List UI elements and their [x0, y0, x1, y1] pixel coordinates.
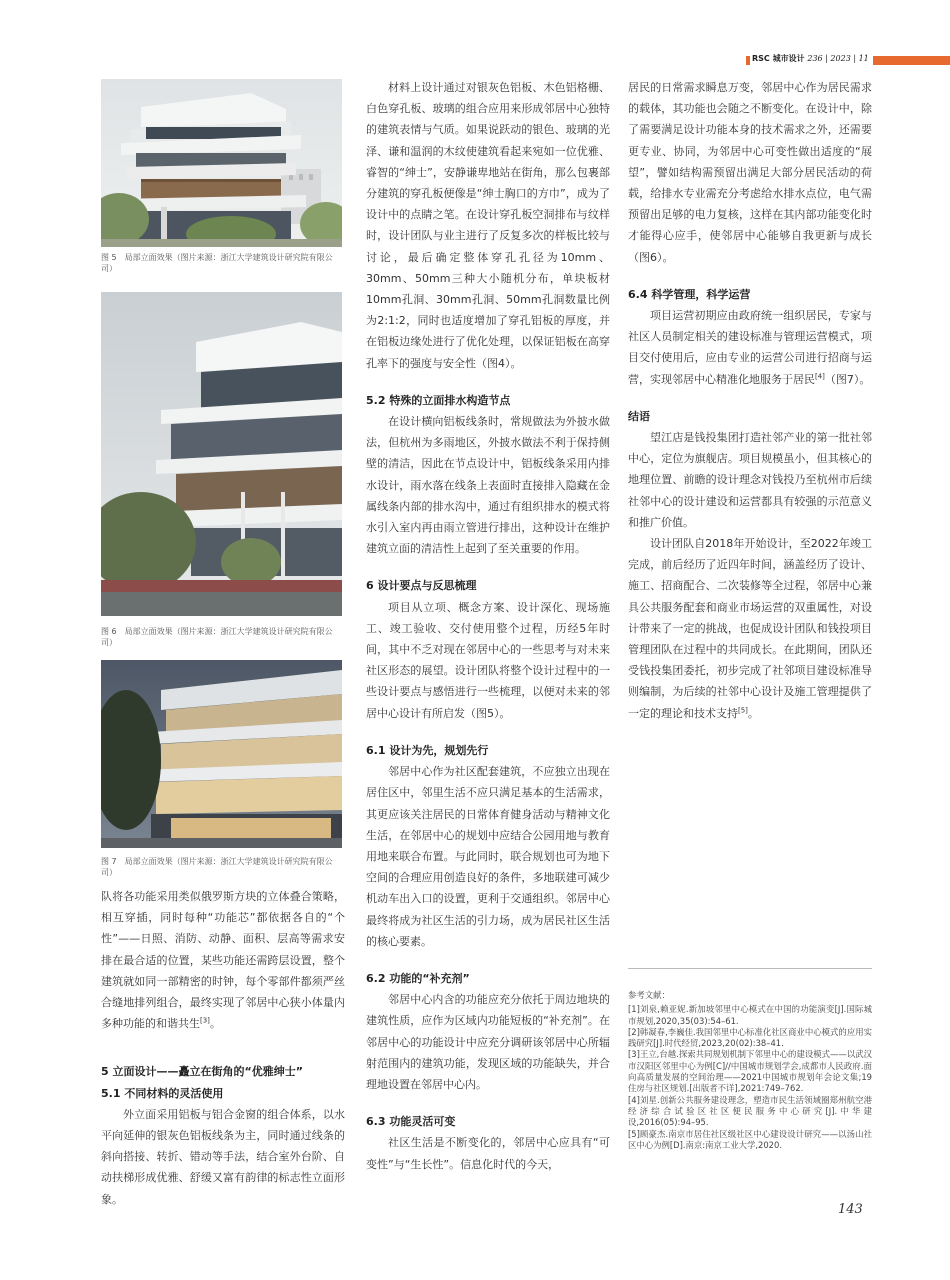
issue-number: 236 | 2023 | 11: [807, 54, 869, 63]
column-middle: [366, 77, 610, 1175]
paragraph-text: 设计团队自2018年开始设计，至2022年竣工完成，前后经历了近四年时间，涵盖经历了设计、施工、招商配合、二次装修等全过程，邻居中心兼具公共服务配套和商业市场运营的双重属性，对设计带来了一定的挑战，也促成设计团队和钱投项目管理团队在过程中的共同成长。在此期间，团队还受钱投集团委托，初步完成了社邻项目建设标准导则编制，为后续的社邻中心设计及施工管理提供了一定的理论和技术支持: [628, 537, 872, 720]
reference-item: [5]顾豪杰.南京市居住社区级社区中心建设设计研究——以汤山社区中心为例[D].南京:南京工业大学,2020.: [628, 1128, 872, 1150]
section-6-3-heading: 6.3 功能灵活可变: [366, 1115, 456, 1129]
paragraph: [628, 533, 872, 724]
paragraph-text: 项目运营初期应由政府统一组织居民，专家与社区人员制定相关的建设标准与管理运营模式，项目交付使用后，应由专业的运营公司进行招商与运营，实现邻居中心精准化地服务于居民: [628, 309, 872, 386]
reference-item: [1]刘泉,赖亚妮.新加坡邻里中心模式在中国的功能演变[J].国际城市规划,2020,35(03):54–61.: [628, 1004, 872, 1026]
section-5-2-heading: 5.2 特殊的立面排水构造节点: [366, 393, 511, 407]
reference-item: [2]韩凝春,李巍佳.我国邻里中心标准化社区商业中心模式的应用实践研究[J].时代经贸,2023,20(02):38–41.: [628, 1026, 872, 1049]
journal-name: RSC 城市设计: [752, 54, 805, 63]
figure-6-caption: 图 6 局部立面效果（图片来源：浙江大学建筑设计研究院有限公司）: [101, 627, 333, 647]
column-right: [628, 77, 872, 724]
paragraph-tail: 。: [209, 1017, 221, 1031]
paragraph-text: 队将各功能采用类似俄罗斯方块的立体叠合策略，相互穿插，同时每种“功能芯”都依据各自的“个性”——日照、消防、动静、面积、层高等需求安排在最合适的位置，某些功能还需跨层设置，整个建筑就如同一部精密的时钟，每个零部件都须严丝合缝地排列组合，最终实现了邻居中心狭小体量内多种功能的和谐共生: [101, 890, 345, 1031]
paragraph: 项目从立项、概念方案、设计深化、现场施工、竣工验收、交付使用整个过程，历经5年时间，其中不乏对现在邻居中心的一些思考与对未来社区形态的展望。设计团队将整个设计过程中的一些设计要点与感悟进行一些梳理，以便对未来的邻居中心设计有所启发（图5）。: [366, 600, 610, 720]
section-6-heading: 6 设计要点与反思梳理: [366, 579, 477, 593]
figure-6-image: [101, 292, 342, 616]
paragraph-tail: （图7）。: [824, 372, 871, 386]
section-6-4-heading: 6.4 科学管理，科学运营: [628, 287, 751, 301]
reference-item: [3]王立,台越.探索共同规划机制下邻里中心的建设模式——以武汉市汉阳区邻里中心为例[C]//中国城市规划学会,成都市人民政府.面向高质量发展的空间治理——2021中国城市规划年会论文集;19住房与社区规划.[出版者不详],2021:749–762.: [628, 1049, 872, 1094]
paragraph: 社区生活是不断变化的，邻居中心应具有“可变性”与“生长性”。信息化时代的今天，: [366, 1136, 610, 1171]
running-header: [750, 53, 873, 65]
figure-7-image: [101, 660, 342, 848]
paragraph: 邻居中心内含的功能应充分依托于周边地块的建筑性质，应作为区域内功能短板的“补充剂”。在邻居中心的功能设计中应充分调研该邻居中心所辐射范围内的建筑功能，发现区域的功能缺失，并合理地设置在邻居中心内。: [366, 993, 610, 1091]
paragraph: [101, 886, 345, 1034]
paragraph: [628, 305, 872, 390]
figure-5-image: [101, 79, 342, 247]
paragraph: 在设计横向铝板线条时，常规做法为外披水做法，但杭州为多雨地区，外披水做法不利于保持侧壁的清洁，因此在节点设计中，铝板线条采用内排水设计，雨水落在线条上表面时直接排入隐藏在金属线条内部的排水沟中，通过有组织排水的模式将水引入室内再由雨立管进行排出，这种设计在维护建筑立面的清洁性上起到了至关重要的作用。: [366, 415, 610, 556]
citation: [3]: [200, 1016, 210, 1025]
section-6-1-heading: 6.1 设计为先，规划先行: [366, 743, 489, 757]
references: [628, 990, 872, 1151]
references-divider: [628, 968, 872, 969]
citation: [5]: [738, 706, 748, 715]
reference-item: [4]刘星.创新公共服务建设理念，塑造市民生活领域圈郑州航空港经济综合试验区社区便民服务中心研究[J].中华建设,2016(05):94–95.: [628, 1094, 872, 1128]
column-left: [101, 886, 345, 1210]
section-5-heading: 5 立面设计——矗立在街角的“优雅绅士”: [101, 1065, 303, 1079]
paragraph: 邻居中心作为社区配套建筑，不应独立出现在居住区中，邻里生活不应只满足基本的生活需求，其更应该关注居民的日常体育健身活动与精神文化生活，在邻居中心的规划中应结合公园用地与教育用地来联合布置。与此同时，联合规划也可为地下空间的合理应用创造良好的条件，多地联建可减少机动车出入口的设置，更利于交通组织。邻居中心最终将成为社区生活的引力场，成为居民社区生活的核心要素。: [366, 765, 610, 948]
figure-5-caption: 图 5 局部立面效果（图片来源：浙江大学建筑设计研究院有限公司）: [101, 253, 333, 273]
section-6-2-heading: 6.2 功能的“补充剂”: [366, 971, 470, 985]
page-number: 143: [838, 1202, 863, 1217]
conclusion-heading: 结语: [628, 409, 650, 423]
paragraph-tail: 。: [747, 706, 759, 720]
figure-7-caption: 图 7 局部立面效果（图片来源：浙江大学建筑设计研究院有限公司）: [101, 857, 333, 877]
paragraph: 望江店是钱投集团打造社邻产业的第一批社邻中心，定位为旗舰店。项目规模虽小，但其核心的地理位置、前瞻的设计理念对钱投乃至杭州市后续社邻中心的设计建设和运营都具有较强的示范意义和推广价值。: [628, 431, 872, 529]
references-title: 参考文献：: [628, 990, 670, 1000]
paragraph: 外立面采用铝板与铝合金窗的组合体系，以水平向延伸的银灰色铝板线条为主，同时通过线条的斜向搭接、转折、错动等手法，结合室外台阶、自动扶梯形成优雅、舒缓又富有韵律的标志性立面形象。: [101, 1107, 345, 1206]
section-5-1-heading: 5.1 不同材料的灵活使用: [101, 1086, 224, 1100]
citation: [4]: [815, 371, 825, 380]
paragraph: 居民的日常需求瞬息万变，邻居中心作为居民需求的载体，其功能也会随之不断变化。在设计中，除了需要满足设计功能本身的技术需求之外，还需要更专业、协同，为邻居中心可变性做出适度的“展望”，譬如结构需预留出满足大部分居民活动的荷载，给排水专业需充分考虑给水排水点位，电气需预留出足够的电力复核，这样在其内部功能变化时才能得心应手，使邻居中心能够自我更新与成长（图6）。: [628, 81, 872, 264]
paragraph: 材料上设计通过对银灰色铝板、木色铝格栅、白色穿孔板、玻璃的组合应用来形成邻居中心独特的建筑表情与气质。如果说跃动的银色、玻璃的光泽、谦和温润的木纹使建筑看起来宛如一位优雅、睿智的“绅士”，安静谦卑地站在街角，那么包裹部分建筑的穿孔板便像是“绅士胸口的方巾”，成为了设计中的点睛之笔。在设计穿孔板空洞排布与纹样时，设计团队与业主进行了反复多次的样板比较与讨论，最后确定整体穿孔孔径为10mm、30mm、50mm三种大小随机分布，单块板材10mm孔洞、30mm孔洞、50mm孔洞数量比例为2:1:2，同时也适度增加了穿孔铝板的厚度，并在铝板边缘处进行了优化处理，以保证铝板在高穿孔率下的强度与安全性（图4）。: [366, 81, 610, 370]
